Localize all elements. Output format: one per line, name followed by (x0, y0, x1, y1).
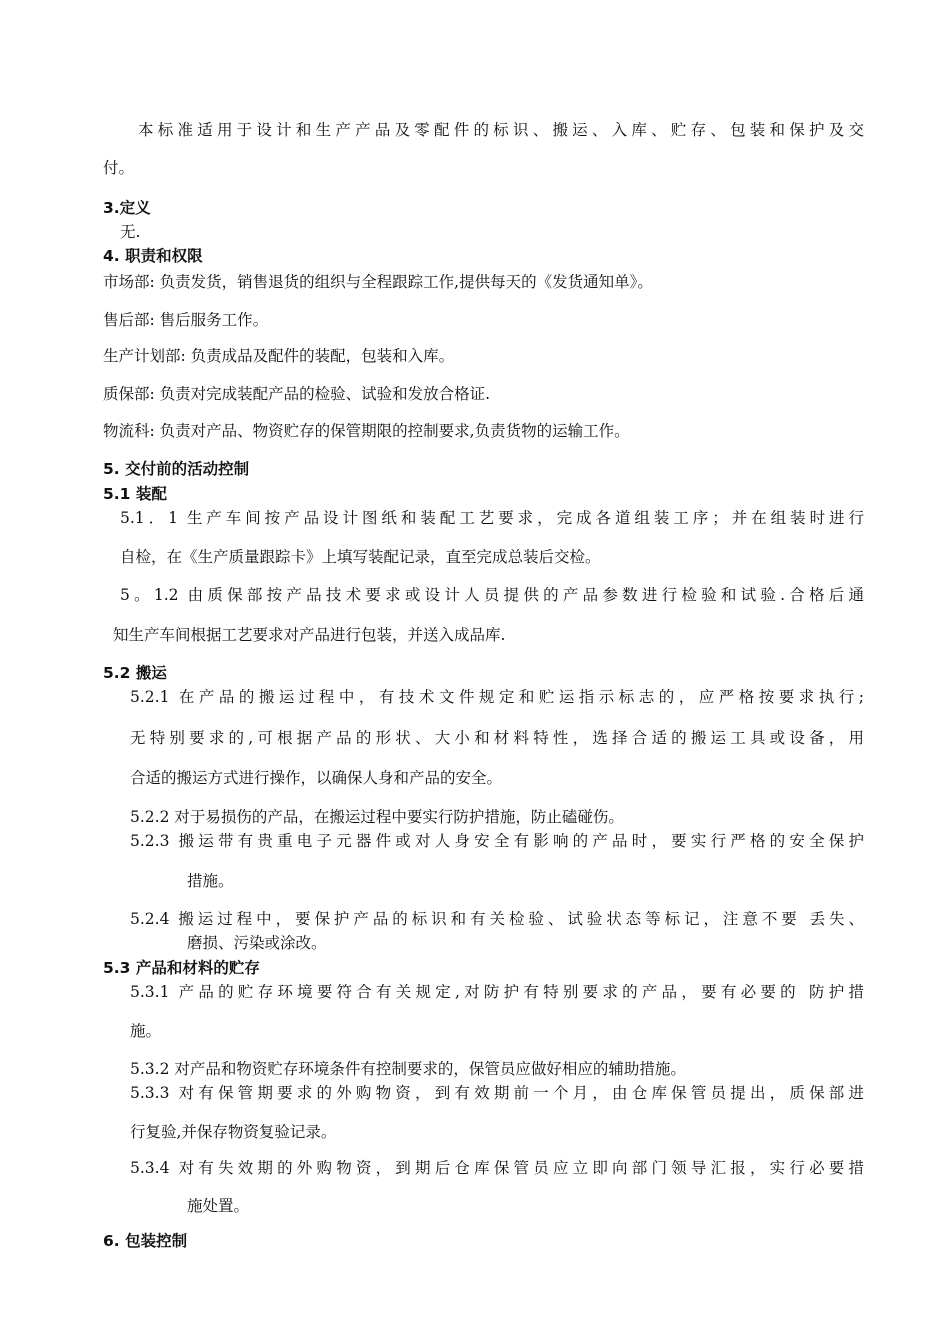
clause-5-2-3-line-1: 5.2.3 搬运带有贵重电子元器件或对人身安全有影响的产品时，要实行严格的安全保护 (130, 832, 864, 850)
section-5-1-heading: 5.1 装配 (103, 485, 167, 503)
section-3-heading: 3.定义 (103, 199, 151, 217)
section-5-3-heading: 5.3 产品和材料的贮存 (103, 959, 260, 977)
clause-5-2-4-line-2: 磨损、污染或涂改。 (187, 934, 327, 952)
responsibility-item-market: 市场部: 负责发货，销售退货的组织与全程跟踪工作,提供每天的《发货通知单》。 (103, 273, 653, 291)
clause-5-2-2: 5.2.2 对于易损伤的产品，在搬运过程中要实行防护措施，防止磕碰伤。 (130, 808, 624, 826)
clause-5-2-1-line-1: 5.2.1 在产品的搬运过程中，有技术文件规定和贮运指示标志的，应严格按要求执行; (130, 688, 864, 706)
clause-5-3-4-line-1: 5.3.4 对有失效期的外购物资，到期后仓库保管员应立即向部门领导汇报，实行必要措 (130, 1159, 864, 1177)
clause-5-1-2-line-1: 5。1.2 由质保部按产品技术要求或设计人员提供的产品参数进行检验和试验.合格后通 (120, 586, 864, 604)
clause-5-2-1-line-3: 合适的搬运方式进行操作，以确保人身和产品的安全。 (130, 769, 503, 787)
responsibility-item-production-planning: 生产计划部: 负责成品及配件的装配，包装和入库。 (103, 347, 455, 365)
clause-5-3-1-line-2: 施。 (130, 1022, 162, 1040)
clause-5-1-1-line-2: 自检，在《生产质量跟踪卡》上填写装配记录，直至完成总装后交检。 (120, 548, 601, 566)
section-5-heading: 5. 交付前的活动控制 (103, 460, 250, 478)
clause-5-3-3-line-1: 5.3.3 对有保管期要求的外购物资，到有效期前一个月，由仓库保管员提出，质保部进 (130, 1084, 864, 1102)
clause-5-3-3-line-2: 行复验,并保存物资复验记录。 (130, 1123, 337, 1141)
section-4-heading: 4. 职责和权限 (103, 247, 203, 265)
scope-line-1: 本标准适用于设计和生产产品及零配件的标识、搬运、入库、贮存、包装和保护及交 (138, 121, 864, 139)
clause-5-3-2: 5.3.2 对产品和物资贮存环境条件有控制要求的，保管员应做好相应的辅助措施。 (130, 1060, 686, 1078)
scope-line-2: 付。 (103, 159, 135, 177)
section-6-heading: 6. 包装控制 (103, 1232, 188, 1250)
clause-5-2-1-line-2: 无特别要求的,可根据产品的形状、大小和材料特性，选择合适的搬运工具或设备，用 (130, 729, 864, 747)
clause-5-2-3-line-2: 措施。 (187, 872, 234, 890)
responsibility-item-logistics: 物流科: 负责对产品、物资贮存的保管期限的控制要求,负责货物的运输工作。 (103, 422, 630, 440)
clause-5-1-2-line-2: 知生产车间根据工艺要求对产品进行包装，并送入成品库. (113, 626, 506, 644)
section-3-body: 无. (120, 223, 141, 241)
clause-5-3-1-line-1: 5.3.1 产品的贮存环境要符合有关规定,对防护有特别要求的产品，要有必要的 防护措 (130, 983, 864, 1001)
responsibility-item-quality: 质保部: 负责对完成装配产品的检验、试验和发放合格证. (103, 385, 491, 403)
clause-5-2-4-line-1: 5.2.4 搬运过程中，要保护产品的标识和有关检验、试验状态等标记，注意不要 丢失、 (130, 910, 864, 928)
clause-5-3-4-line-2: 施处置。 (187, 1197, 250, 1215)
responsibility-item-after-sales: 售后部: 售后服务工作。 (103, 311, 269, 329)
section-5-2-heading: 5.2 搬运 (103, 664, 167, 682)
clause-5-1-1-line-1: 5.1．1 生产车间按产品设计图纸和装配工艺要求，完成各道组装工序；并在组装时进行 (120, 509, 864, 527)
